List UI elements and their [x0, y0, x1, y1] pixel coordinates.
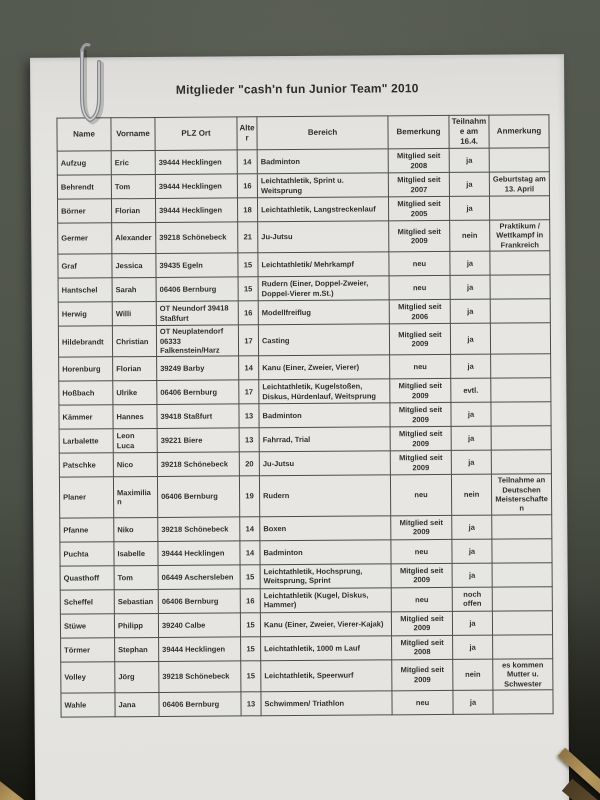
cell-teilnahme: ja [450, 323, 490, 354]
cell-bemerkung: neu [391, 587, 452, 611]
cell-plz_ort: 39218 Schönebeck [156, 222, 238, 254]
cell-name: Hoßbach [59, 381, 113, 405]
cell-anmerkung [492, 610, 552, 634]
table-row [58, 220, 550, 255]
cell-anmerkung [493, 634, 553, 658]
cell-teilnahme: evtl. [451, 378, 491, 402]
table-row [60, 562, 552, 589]
cell-plz_ort: 39444 Hecklingen [159, 637, 241, 662]
cell-bemerkung: neu [389, 276, 450, 300]
document-title: Mitglieder "cash'n fun Junior Team" 2010 [175, 81, 419, 97]
paper-sheet [30, 54, 569, 800]
cell-name: Pfanne [60, 518, 114, 542]
cell-alter: 14 [240, 517, 260, 541]
members-table-wrapper [56, 114, 550, 717]
cell-plz_ort: 39435 Egeln [156, 253, 238, 278]
cell-alter: 17 [238, 325, 258, 356]
cell-anmerkung: es kommen Mutter u. Schwester [493, 658, 553, 690]
cell-teilnahme: ja [451, 402, 491, 426]
cell-alter: 16 [237, 174, 257, 198]
cell-bemerkung: Mitglied seit 2009 [389, 324, 450, 356]
cell-alter: 14 [240, 541, 260, 565]
cell-name: Hildebrandt [58, 326, 112, 358]
cell-anmerkung [490, 299, 550, 323]
cell-bereich: Modellfreiflug [258, 300, 389, 325]
cell-bemerkung: Mitglied seit 2009 [392, 659, 453, 691]
column-header-bereich: Bereich [257, 116, 388, 150]
cell-bereich: Kanu (Einer, Zweier, Vierer) [259, 355, 390, 380]
cell-teilnahme: ja [451, 450, 491, 474]
column-header-anmerkung: Anmerkung [489, 115, 549, 148]
table-row [58, 275, 550, 302]
cell-bereich: Kanu (Einer, Zweier, Vierer-Kajak) [260, 612, 391, 637]
cell-teilnahme: ja [449, 196, 489, 220]
cell-bereich: Ju-Jutsu [258, 221, 389, 253]
cell-alter: 16 [240, 589, 260, 613]
cell-teilnahme: nein [453, 659, 493, 690]
cell-alter: 19 [239, 476, 259, 517]
cell-anmerkung [491, 402, 551, 426]
cell-anmerkung [490, 275, 550, 299]
cell-vorname: Florian [113, 357, 157, 381]
cell-alter: 15 [238, 277, 258, 301]
cell-alter: 17 [239, 380, 259, 404]
column-header-name: Name [57, 118, 111, 151]
cell-plz_ort: 39221 Biere [157, 428, 239, 453]
cell-alter: 13 [239, 404, 259, 428]
cell-bereich: Boxen [260, 516, 391, 541]
table-row [59, 426, 551, 453]
cell-teilnahme: ja [450, 299, 490, 323]
cell-bemerkung: Mitglied seit 2009 [390, 379, 451, 403]
cell-alter: 16 [238, 301, 258, 325]
cell-bemerkung: neu [390, 475, 451, 516]
cell-anmerkung: Praktikum / Wettkampf in Frankreich [490, 220, 550, 252]
cell-plz_ort: OT Neundorf 39418 Staßfurt [156, 301, 238, 326]
column-header-plz_ort: PLZ Ort [155, 117, 237, 151]
cell-bereich: Leichtathletik, 1000 m Lauf [261, 636, 392, 661]
cell-bereich: Casting [258, 324, 389, 356]
cell-bemerkung: neu [390, 355, 451, 379]
cell-plz_ort: 39240 Calbe [158, 613, 240, 638]
cell-vorname: Stephan [115, 637, 159, 661]
column-header-alter: Alter [237, 117, 257, 150]
cell-bemerkung: Mitglied seit 2009 [390, 451, 451, 475]
cell-bereich: Badminton [259, 403, 390, 428]
table-row [61, 634, 553, 661]
cell-alter: 15 [241, 637, 261, 661]
members-table [56, 114, 553, 717]
cell-alter: 15 [238, 253, 258, 277]
cell-vorname: Philipp [114, 613, 158, 637]
cell-teilnahme: ja [452, 539, 492, 563]
cell-plz_ort: 39218 Schönebeck [159, 661, 241, 693]
cell-bemerkung: Mitglied seit 2006 [389, 300, 450, 324]
cell-plz_ort: 39218 Schönebeck [158, 517, 240, 542]
cell-name: Kämmer [59, 405, 113, 429]
cell-teilnahme: ja [451, 354, 491, 378]
cell-teilnahme: nein [450, 220, 490, 251]
paperclip-icon [68, 42, 112, 134]
table-row [59, 474, 551, 518]
cell-plz_ort: 39249 Barby [157, 356, 239, 381]
cell-bereich: Badminton [260, 540, 391, 565]
cell-bemerkung: neu [391, 539, 452, 563]
cell-bemerkung: Mitglied seit 2007 [388, 172, 449, 196]
cell-teilnahme: ja [453, 635, 493, 659]
cell-bemerkung: Mitglied seit 2009 [389, 220, 450, 252]
cell-name: Horenburg [59, 357, 113, 381]
cell-name: Börner [57, 199, 111, 223]
table-row [58, 251, 550, 278]
cell-bereich: Leichtathletik, Sprint u. Weitsprung [257, 173, 388, 198]
table-row [57, 148, 549, 175]
cell-anmerkung [490, 323, 550, 355]
cell-bereich: Leichtathletik/ Mehrkampf [258, 252, 389, 277]
cell-anmerkung [492, 538, 552, 562]
cell-bereich: Ju-Jutsu [259, 451, 390, 476]
cell-teilnahme: noch offen [452, 587, 492, 611]
cell-teilnahme: ja [449, 172, 489, 196]
cell-anmerkung [491, 426, 551, 450]
cell-anmerkung [489, 196, 549, 220]
table-row [57, 196, 549, 223]
cell-bemerkung: neu [389, 252, 450, 276]
cell-bemerkung: Mitglied seit 2009 [391, 563, 452, 587]
cell-bemerkung: Mitglied seit 2009 [390, 427, 451, 451]
cell-vorname: Leon Luca [113, 429, 157, 453]
cell-teilnahme: ja [450, 251, 490, 275]
cell-name: Hantschel [58, 278, 112, 302]
cell-vorname: Alexander [112, 222, 156, 253]
cell-vorname: Christian [112, 326, 156, 357]
cell-name: Wahle [61, 693, 115, 717]
table-row [61, 658, 553, 693]
cell-plz_ort: 06449 Aschersleben [158, 565, 240, 590]
cell-bemerkung: Mitglied seit 2009 [391, 515, 452, 539]
cell-name: Larbalette [59, 429, 113, 453]
cell-plz_ort: 39418 Staßfurt [157, 404, 239, 429]
column-header-teilnahme: Teilnahme am 16.4. [449, 115, 489, 148]
cell-anmerkung [492, 514, 552, 538]
cell-vorname: Jana [115, 692, 159, 716]
cell-bereich: Leichtathletik, Kugelstoßen, Diskus, Hürdenlauf, Weitsprung [259, 379, 390, 404]
cell-alter: 14 [237, 150, 257, 174]
table-row [60, 586, 552, 613]
cell-plz_ort: 39444 Hecklingen [155, 174, 237, 199]
cell-teilnahme: ja [453, 690, 493, 714]
cell-anmerkung [491, 354, 551, 378]
cell-alter: 15 [241, 661, 261, 692]
cell-vorname: Tom [114, 565, 158, 589]
cell-vorname: Niko [114, 517, 158, 541]
table-row [60, 610, 552, 637]
cell-name: Puchta [60, 542, 114, 566]
table-row [59, 354, 551, 381]
column-header-bemerkung: Bemerkung [388, 115, 449, 148]
cell-teilnahme: ja [451, 426, 491, 450]
cell-anmerkung [492, 562, 552, 586]
cell-name: Planer [59, 477, 113, 518]
cell-alter: 18 [237, 198, 257, 222]
cell-bereich: Leichtathletik (Kugel, Diskus, Hammer) [260, 588, 391, 613]
cell-anmerkung [491, 378, 551, 402]
cell-vorname: Florian [111, 198, 155, 222]
cell-plz_ort: 06406 Bernburg [157, 476, 239, 517]
cell-anmerkung: Teilnahme an Deutschen Meisterschaften [491, 474, 551, 515]
table-row [59, 378, 551, 405]
table-row [58, 323, 550, 358]
cell-plz_ort: 06406 Bernburg [156, 277, 238, 302]
cell-plz_ort: OT Neuplatendorf 06333 Falkenstein/Harz [156, 325, 238, 357]
cell-vorname: Sebastian [114, 589, 158, 613]
cell-bereich: Fahrrad, Trial [259, 427, 390, 452]
cell-vorname: Hannes [113, 405, 157, 429]
cell-vorname: Sarah [112, 278, 156, 302]
cell-teilnahme: ja [450, 275, 490, 299]
cell-plz_ort: 06406 Bernburg [159, 692, 241, 717]
table-row [59, 450, 551, 477]
table-body [57, 148, 553, 717]
cell-bemerkung: Mitglied seit 2009 [390, 403, 451, 427]
cell-bemerkung: Mitglied seit 2008 [388, 148, 449, 172]
cell-bereich: Schwimmen/ Triathlon [261, 691, 392, 716]
cell-name: Törmer [61, 638, 115, 662]
cell-name: Scheffel [60, 590, 114, 614]
cell-alter: 15 [240, 565, 260, 589]
cell-bereich: Badminton [257, 149, 388, 174]
cell-vorname: Nico [113, 453, 157, 477]
table-row [60, 538, 552, 565]
cell-bemerkung: Mitglied seit 2005 [388, 196, 449, 220]
cell-plz_ort: 06406 Bernburg [157, 380, 239, 405]
cell-plz_ort: 39218 Schönebeck [157, 452, 239, 477]
cell-bereich: Leichtathletik, Hochsprung, Weitsprung, Sprint [260, 564, 391, 589]
table-row [59, 402, 551, 429]
cell-vorname: Ulrike [113, 381, 157, 405]
table-row [61, 690, 553, 717]
cell-bemerkung: neu [392, 690, 453, 714]
cell-bereich: Leichtathletik, Speerwurf [261, 660, 392, 692]
cell-teilnahme: ja [449, 148, 489, 172]
table-row [57, 172, 549, 199]
cell-plz_ort: 06406 Bernburg [158, 589, 240, 614]
cell-plz_ort: 39444 Hecklingen [158, 541, 240, 566]
cell-anmerkung [492, 586, 552, 610]
cell-vorname: Eric [111, 150, 155, 174]
cell-vorname: Maximilian [113, 477, 157, 518]
cell-teilnahme: ja [452, 563, 492, 587]
cell-bemerkung: Mitglied seit 2008 [392, 635, 453, 659]
cell-name: Aufzug [57, 151, 111, 175]
column-header-vorname: Vorname [111, 117, 155, 150]
cell-alter: 15 [240, 613, 260, 637]
cell-vorname: Willi [112, 302, 156, 326]
cell-name: Herwig [58, 302, 112, 326]
cell-plz_ort: 39444 Hecklingen [155, 198, 237, 223]
cell-anmerkung [491, 450, 551, 474]
cell-vorname: Tom [111, 174, 155, 198]
cell-bereich: Rudern (Einer, Doppel-Zweier, Doppel-Vierer m.St.) [258, 276, 389, 301]
cell-alter: 21 [238, 222, 258, 253]
table-row [58, 299, 550, 326]
cell-bereich: Leichtathletik, Langstreckenlauf [257, 197, 388, 222]
cell-alter: 13 [239, 428, 259, 452]
cell-teilnahme: ja [452, 611, 492, 635]
table-header-row [57, 115, 549, 151]
cell-name: Volley [61, 662, 115, 694]
table-header [57, 115, 549, 151]
cell-anmerkung [493, 690, 553, 714]
cell-name: Behrendt [57, 175, 111, 199]
cell-name: Germer [58, 223, 112, 255]
cell-teilnahme: nein [451, 474, 491, 515]
cell-teilnahme: ja [452, 515, 492, 539]
cell-alter: 13 [241, 692, 261, 716]
cell-plz_ort: 39444 Hecklingen [155, 150, 237, 175]
cell-alter: 20 [239, 452, 259, 476]
cell-anmerkung: Geburtstag am 13. April [489, 172, 549, 196]
cell-name: Quasthoff [60, 566, 114, 590]
cell-name: Graf [58, 254, 112, 278]
cell-bemerkung: Mitglied seit 2009 [391, 611, 452, 635]
cell-anmerkung [490, 251, 550, 275]
cell-name: Patschke [59, 453, 113, 477]
cell-bereich: Rudern [259, 475, 390, 516]
cell-vorname: Isabelle [114, 541, 158, 565]
table-row [60, 514, 552, 541]
cell-vorname: Jessica [112, 254, 156, 278]
cell-anmerkung [489, 148, 549, 172]
cell-alter: 14 [239, 356, 259, 380]
cell-vorname: Jörg [115, 661, 159, 692]
cell-name: Stüwe [60, 614, 114, 638]
